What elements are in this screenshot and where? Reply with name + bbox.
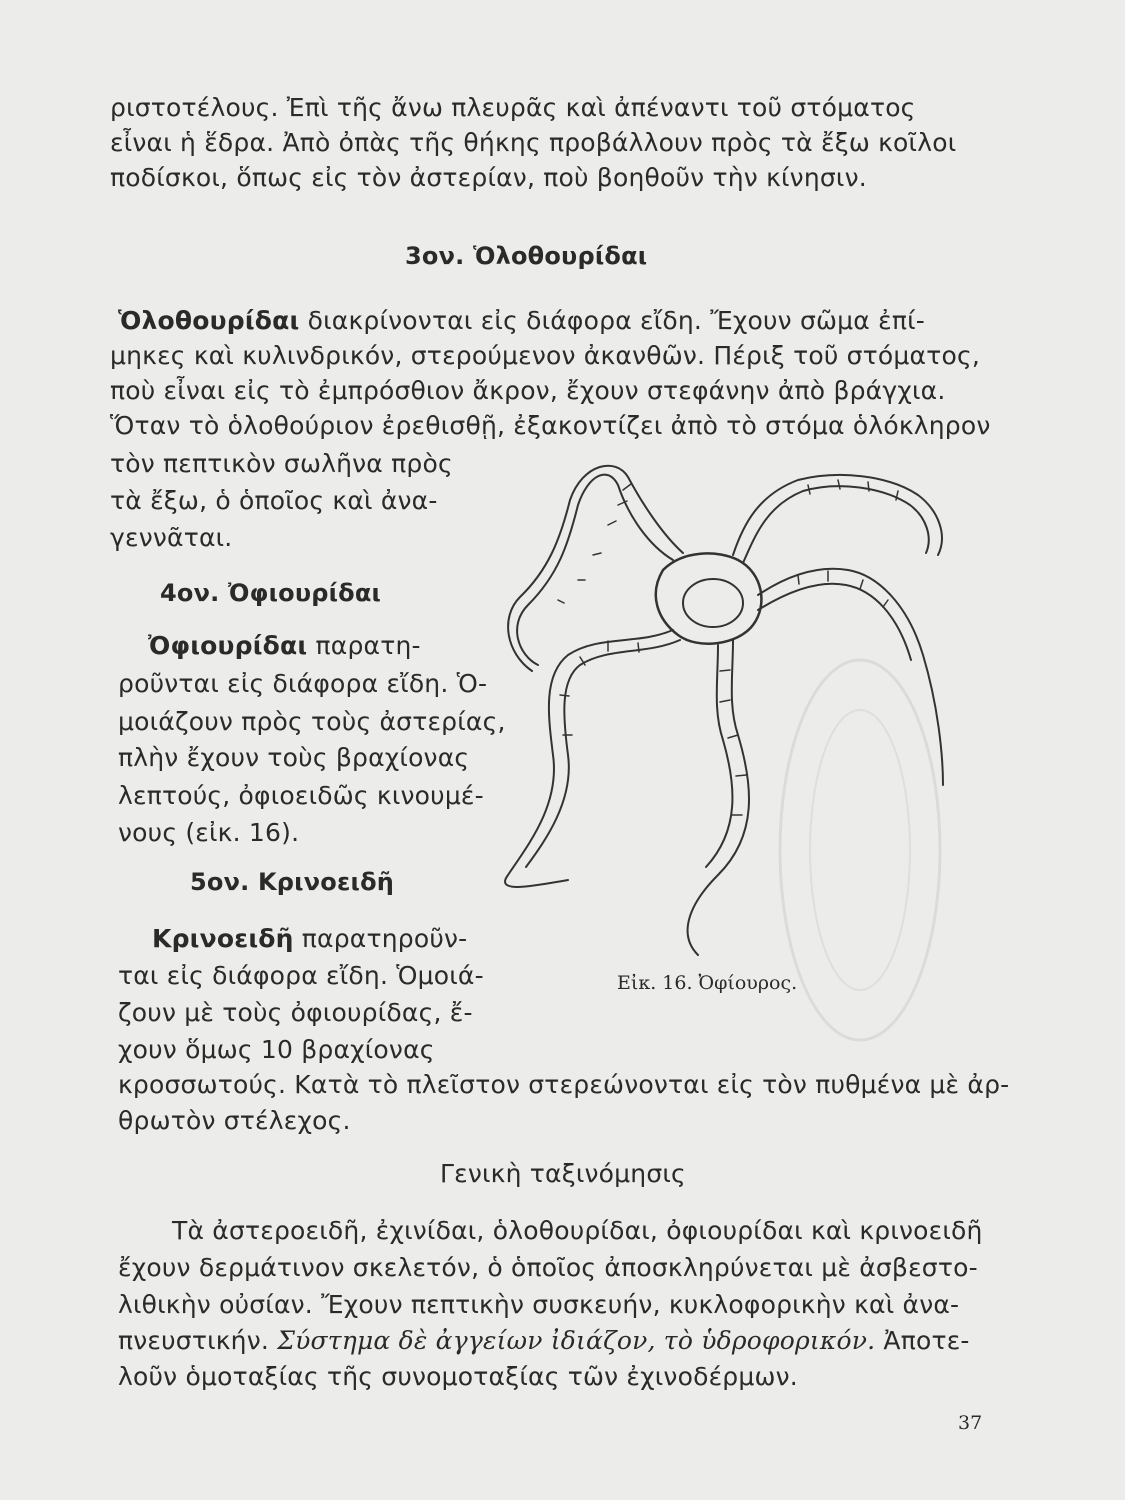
section-heading-holothurians: 3ον. Ὁλοθουρίδαι <box>405 242 648 270</box>
text-line: λιθικὴν οὐσίαν. Ἔχουν πεπτικὴν συσκευήν, κυκλοφορικὴν καὶ ἀνα- <box>118 1290 960 1319</box>
text-line: ἔχουν δερμάτινον σκελετόν, ὁ ὁποῖος ἀποσκληρύνεται μὲ ἀσβεστο- <box>118 1253 978 1282</box>
text-line: Κρινοειδῆ παρατηροῦν- <box>152 924 468 953</box>
figure-caption: Εἰκ. 16. Ὀφίουρος. <box>617 972 798 994</box>
italic-phrase: Σύστημα δὲ ἀγγείων ἰδιάζον, τὸ ὑδροφορικόν. <box>277 1326 876 1355</box>
text-line: γεννᾶται. <box>110 523 233 552</box>
text-line: πλὴν ἔχουν τοὺς βραχίονας <box>118 743 470 772</box>
text-line: λεπτούς, ὀφιοειδῶς κινουμέ- <box>118 781 484 810</box>
text-line: λοῦν ὁμοταξίας τῆς συνομοταξίας τῶν ἐχινοδέρμων. <box>118 1362 798 1391</box>
section-heading-general-classification: Γενικὴ ταξινόμησις <box>440 1159 686 1188</box>
ophiuroid-illustration <box>468 455 968 965</box>
text-line: εἶναι ἡ ἕδρα. Ἀπὸ ὀπὰς τῆς θήκης προβάλλουν πρὸς τὰ ἔξω κοῖλοι <box>110 128 957 157</box>
text-line: Τὰ ἀστεροειδῆ, ἐχινίδαι, ὁλοθουρίδαι, ὀφιουρίδαι καὶ κρινοειδῆ <box>172 1216 983 1245</box>
text-line: μοιάζουν πρὸς τοὺς ἀστερίας, <box>118 707 506 736</box>
text-line: Ὅταν τὸ ὁλοθούριον ἐρεθισθῇ, ἐξακοντίζει ἀπὸ τὸ στόμα ὁλόκληρον <box>110 411 991 440</box>
text-line: τὰ ἔξω, ὁ ὁποῖος καὶ ἀνα- <box>110 486 438 515</box>
text-line: ται εἰς διάφορα εἴδη. Ὁμοιά- <box>118 961 484 990</box>
text-line: Ὁλοθουρίδαι διακρίνονται εἰς διάφορα εἴδη. Ἔχουν σῶμα ἐπί- <box>118 306 925 335</box>
section-heading-crinoids: 5ον. Κρινοειδῆ <box>190 868 395 896</box>
text-line: κροσσωτούς. Κατὰ τὸ πλεῖστον στερεώνονται εἰς τὸν πυθμένα μὲ ἀρ- <box>118 1070 1010 1099</box>
page-number: 37 <box>958 1412 983 1434</box>
text-line: χουν ὅμως 10 βραχίονας <box>118 1035 435 1064</box>
term-crinoids: Κρινοειδῆ <box>152 924 294 953</box>
section-heading-ophiuroids: 4ον. Ὀφιουρίδαι <box>160 579 382 607</box>
term-ophiuroids: Ὀφιουρίδαι <box>148 631 308 660</box>
text-line: ριστοτέλους. Ἐπὶ τῆς ἄνω πλευρᾶς καὶ ἀπέναντι τοῦ στόματος <box>110 93 916 122</box>
text-line: πνευστικήν. Σύστημα δὲ ἀγγείων ἰδιάζον, τὸ ὑδροφορικόν. Ἀποτε- <box>118 1326 970 1355</box>
text-line: τὸν πεπτικὸν σωλῆνα πρὸς <box>110 449 453 478</box>
text-line: ζουν μὲ τοὺς ὀφιουρίδας, ἔ- <box>118 998 473 1027</box>
text-line: θρωτὸν στέλεχος. <box>118 1106 351 1135</box>
text-line: ροῦνται εἰς διάφορα εἴδη. Ὁ- <box>118 669 488 698</box>
text-line: μηκες καὶ κυλινδρικόν, στερούμενον ἀκανθῶν. Πέριξ τοῦ στόματος, <box>110 341 980 370</box>
text-line: ποὺ εἶναι εἰς τὸ ἐμπρόσθιον ἄκρον, ἔχουν στεφάνην ἀπὸ βράγχια. <box>110 376 946 405</box>
text-line: νους (εἰκ. 16). <box>118 818 300 847</box>
text-line: Ὀφιουρίδαι παρατη- <box>148 631 421 660</box>
text-line: ποδίσκοι, ὅπως εἰς τὸν ἀστερίαν, ποὺ βοηθοῦν τὴν κίνησιν. <box>110 163 867 192</box>
term-holothurians: Ὁλοθουρίδαι <box>118 306 300 335</box>
